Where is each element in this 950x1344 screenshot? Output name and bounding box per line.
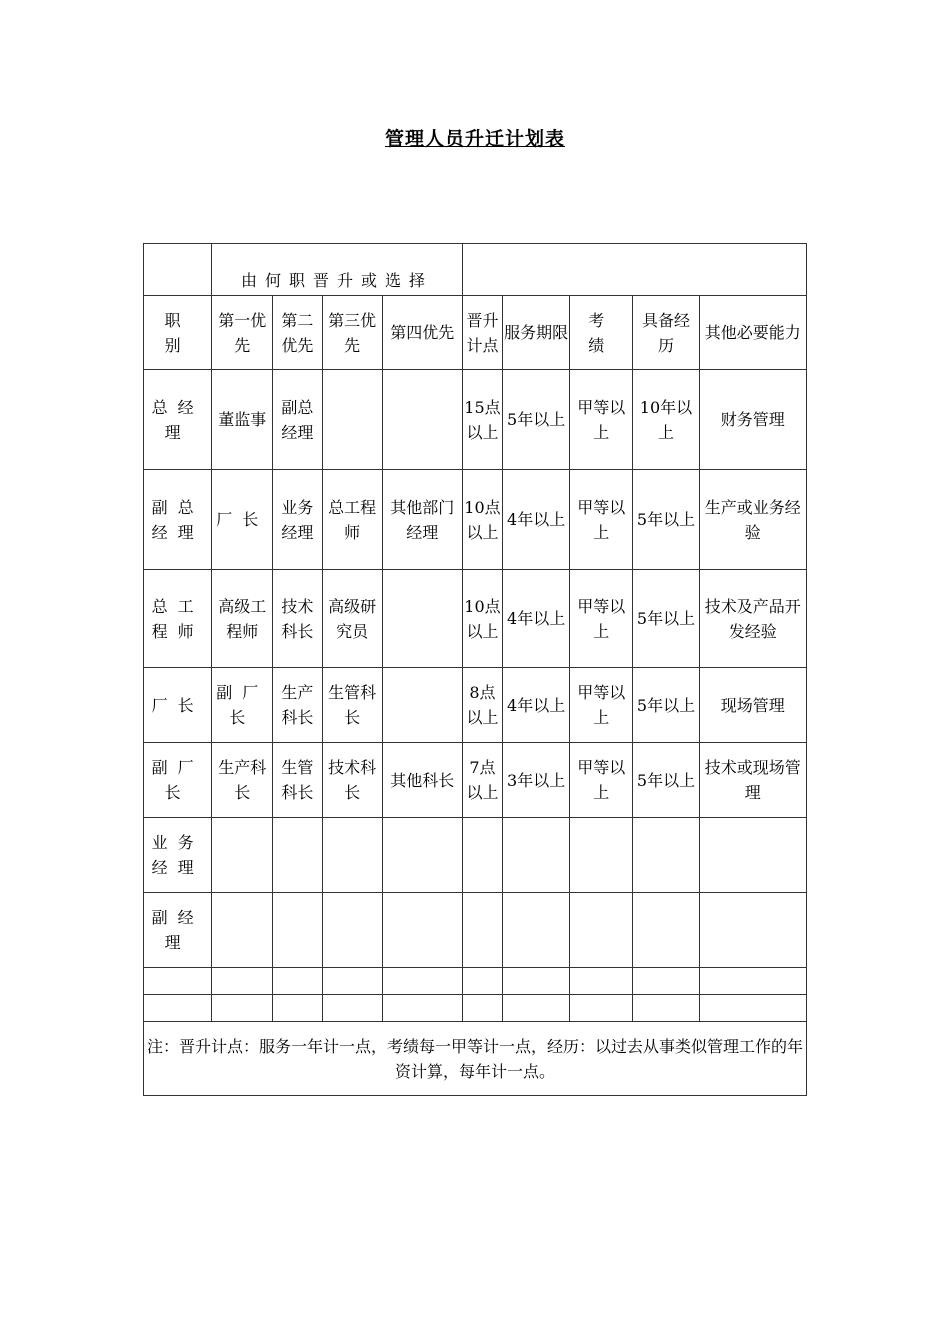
cell-service: 4年以上 <box>503 570 570 668</box>
cell-position: 业务经理 <box>144 818 212 893</box>
cell-position <box>144 968 212 995</box>
promotion-plan-table <box>143 243 807 1096</box>
cell-experience: 5年以上 <box>633 668 699 743</box>
col-header-position: 职 别 <box>144 296 212 370</box>
table-row <box>144 995 807 1022</box>
cell-points: 7点以上 <box>462 743 502 818</box>
cell-position: 厂长 <box>144 668 212 743</box>
cell-experience: 5年以上 <box>633 743 699 818</box>
cell-position: 总经理 <box>144 370 212 470</box>
cell-other: 财务管理 <box>699 370 806 470</box>
cell-performance: 甲等以上 <box>570 743 633 818</box>
table-row <box>144 668 807 743</box>
cell-performance: 甲等以上 <box>570 470 633 570</box>
table-row <box>144 570 807 668</box>
table-row <box>144 968 807 995</box>
col-header-performance: 考 绩 <box>570 296 633 370</box>
cell-first: 副厂长 <box>212 668 273 743</box>
cell-third <box>322 370 382 470</box>
table-row <box>144 893 807 968</box>
cell-second: 生管科长 <box>273 743 322 818</box>
cell-first: 生产科长 <box>212 743 273 818</box>
cell-other: 现场管理 <box>699 668 806 743</box>
cell-points: 10点以上 <box>462 470 502 570</box>
cell-service: 4年以上 <box>503 668 570 743</box>
cell-fourth: 其他科长 <box>382 743 462 818</box>
cell-performance: 甲等以上 <box>570 370 633 470</box>
group-header: 由何职晋升或选择 <box>212 244 463 296</box>
cell-service: 4年以上 <box>503 470 570 570</box>
cell-fourth <box>382 370 462 470</box>
cell-experience: 10年以上 <box>633 370 699 470</box>
col-header-other: 其他必要能力 <box>699 296 806 370</box>
cell-points: 8点以上 <box>462 668 502 743</box>
cell-other: 生产或业务经验 <box>699 470 806 570</box>
cell-points: 15点以上 <box>462 370 502 470</box>
page-title: 管理人员升迁计划表 <box>384 128 565 150</box>
cell-position: 副总经理 <box>144 470 212 570</box>
cell-third: 总工程师 <box>322 470 382 570</box>
cell-other: 技术或现场管理 <box>699 743 806 818</box>
header-empty-cell <box>144 244 212 296</box>
col-header-third: 第三优先 <box>322 296 382 370</box>
cell-points: 10点以上 <box>462 570 502 668</box>
table-row <box>144 818 807 893</box>
col-header-service: 服务期限 <box>503 296 570 370</box>
cell-performance: 甲等以上 <box>570 668 633 743</box>
table-row <box>144 370 807 470</box>
cell-position: 副厂长 <box>144 743 212 818</box>
header-empty-cell <box>462 244 806 296</box>
cell-second: 生产科长 <box>273 668 322 743</box>
header-row-group <box>144 244 807 296</box>
cell-service: 3年以上 <box>503 743 570 818</box>
table-row <box>144 470 807 570</box>
note-row <box>144 1022 807 1096</box>
cell-second: 业务经理 <box>273 470 322 570</box>
table-row <box>144 743 807 818</box>
col-header-fourth: 第四优先 <box>382 296 462 370</box>
cell-position: 副经理 <box>144 893 212 968</box>
cell-experience: 5年以上 <box>633 570 699 668</box>
cell-second: 副总经理 <box>273 370 322 470</box>
col-header-points: 晋升计点 <box>462 296 502 370</box>
cell-fourth <box>382 668 462 743</box>
col-header-second: 第二优先 <box>273 296 322 370</box>
cell-other: 技术及产品开发经验 <box>699 570 806 668</box>
cell-third: 高级研究员 <box>322 570 382 668</box>
cell-fourth: 其他部门经理 <box>382 470 462 570</box>
footnote: 注：晋升计点：服务一年计一点，考绩每一甲等计一点，经历：以过去从事类似管理工作的年资计算，每年计一点。 <box>144 1022 807 1096</box>
cell-position: 总工程师 <box>144 570 212 668</box>
cell-first: 厂长 <box>212 470 273 570</box>
cell-performance: 甲等以上 <box>570 570 633 668</box>
cell-fourth <box>382 570 462 668</box>
cell-third: 技术科长 <box>322 743 382 818</box>
cell-position <box>144 995 212 1022</box>
cell-second: 技术科长 <box>273 570 322 668</box>
col-header-experience: 具备经历 <box>633 296 699 370</box>
cell-experience: 5年以上 <box>633 470 699 570</box>
cell-third: 生管科长 <box>322 668 382 743</box>
cell-first: 高级工程师 <box>212 570 273 668</box>
cell-first: 董监事 <box>212 370 273 470</box>
cell-service: 5年以上 <box>503 370 570 470</box>
header-row-columns <box>144 296 807 370</box>
col-header-first: 第一优先 <box>212 296 273 370</box>
